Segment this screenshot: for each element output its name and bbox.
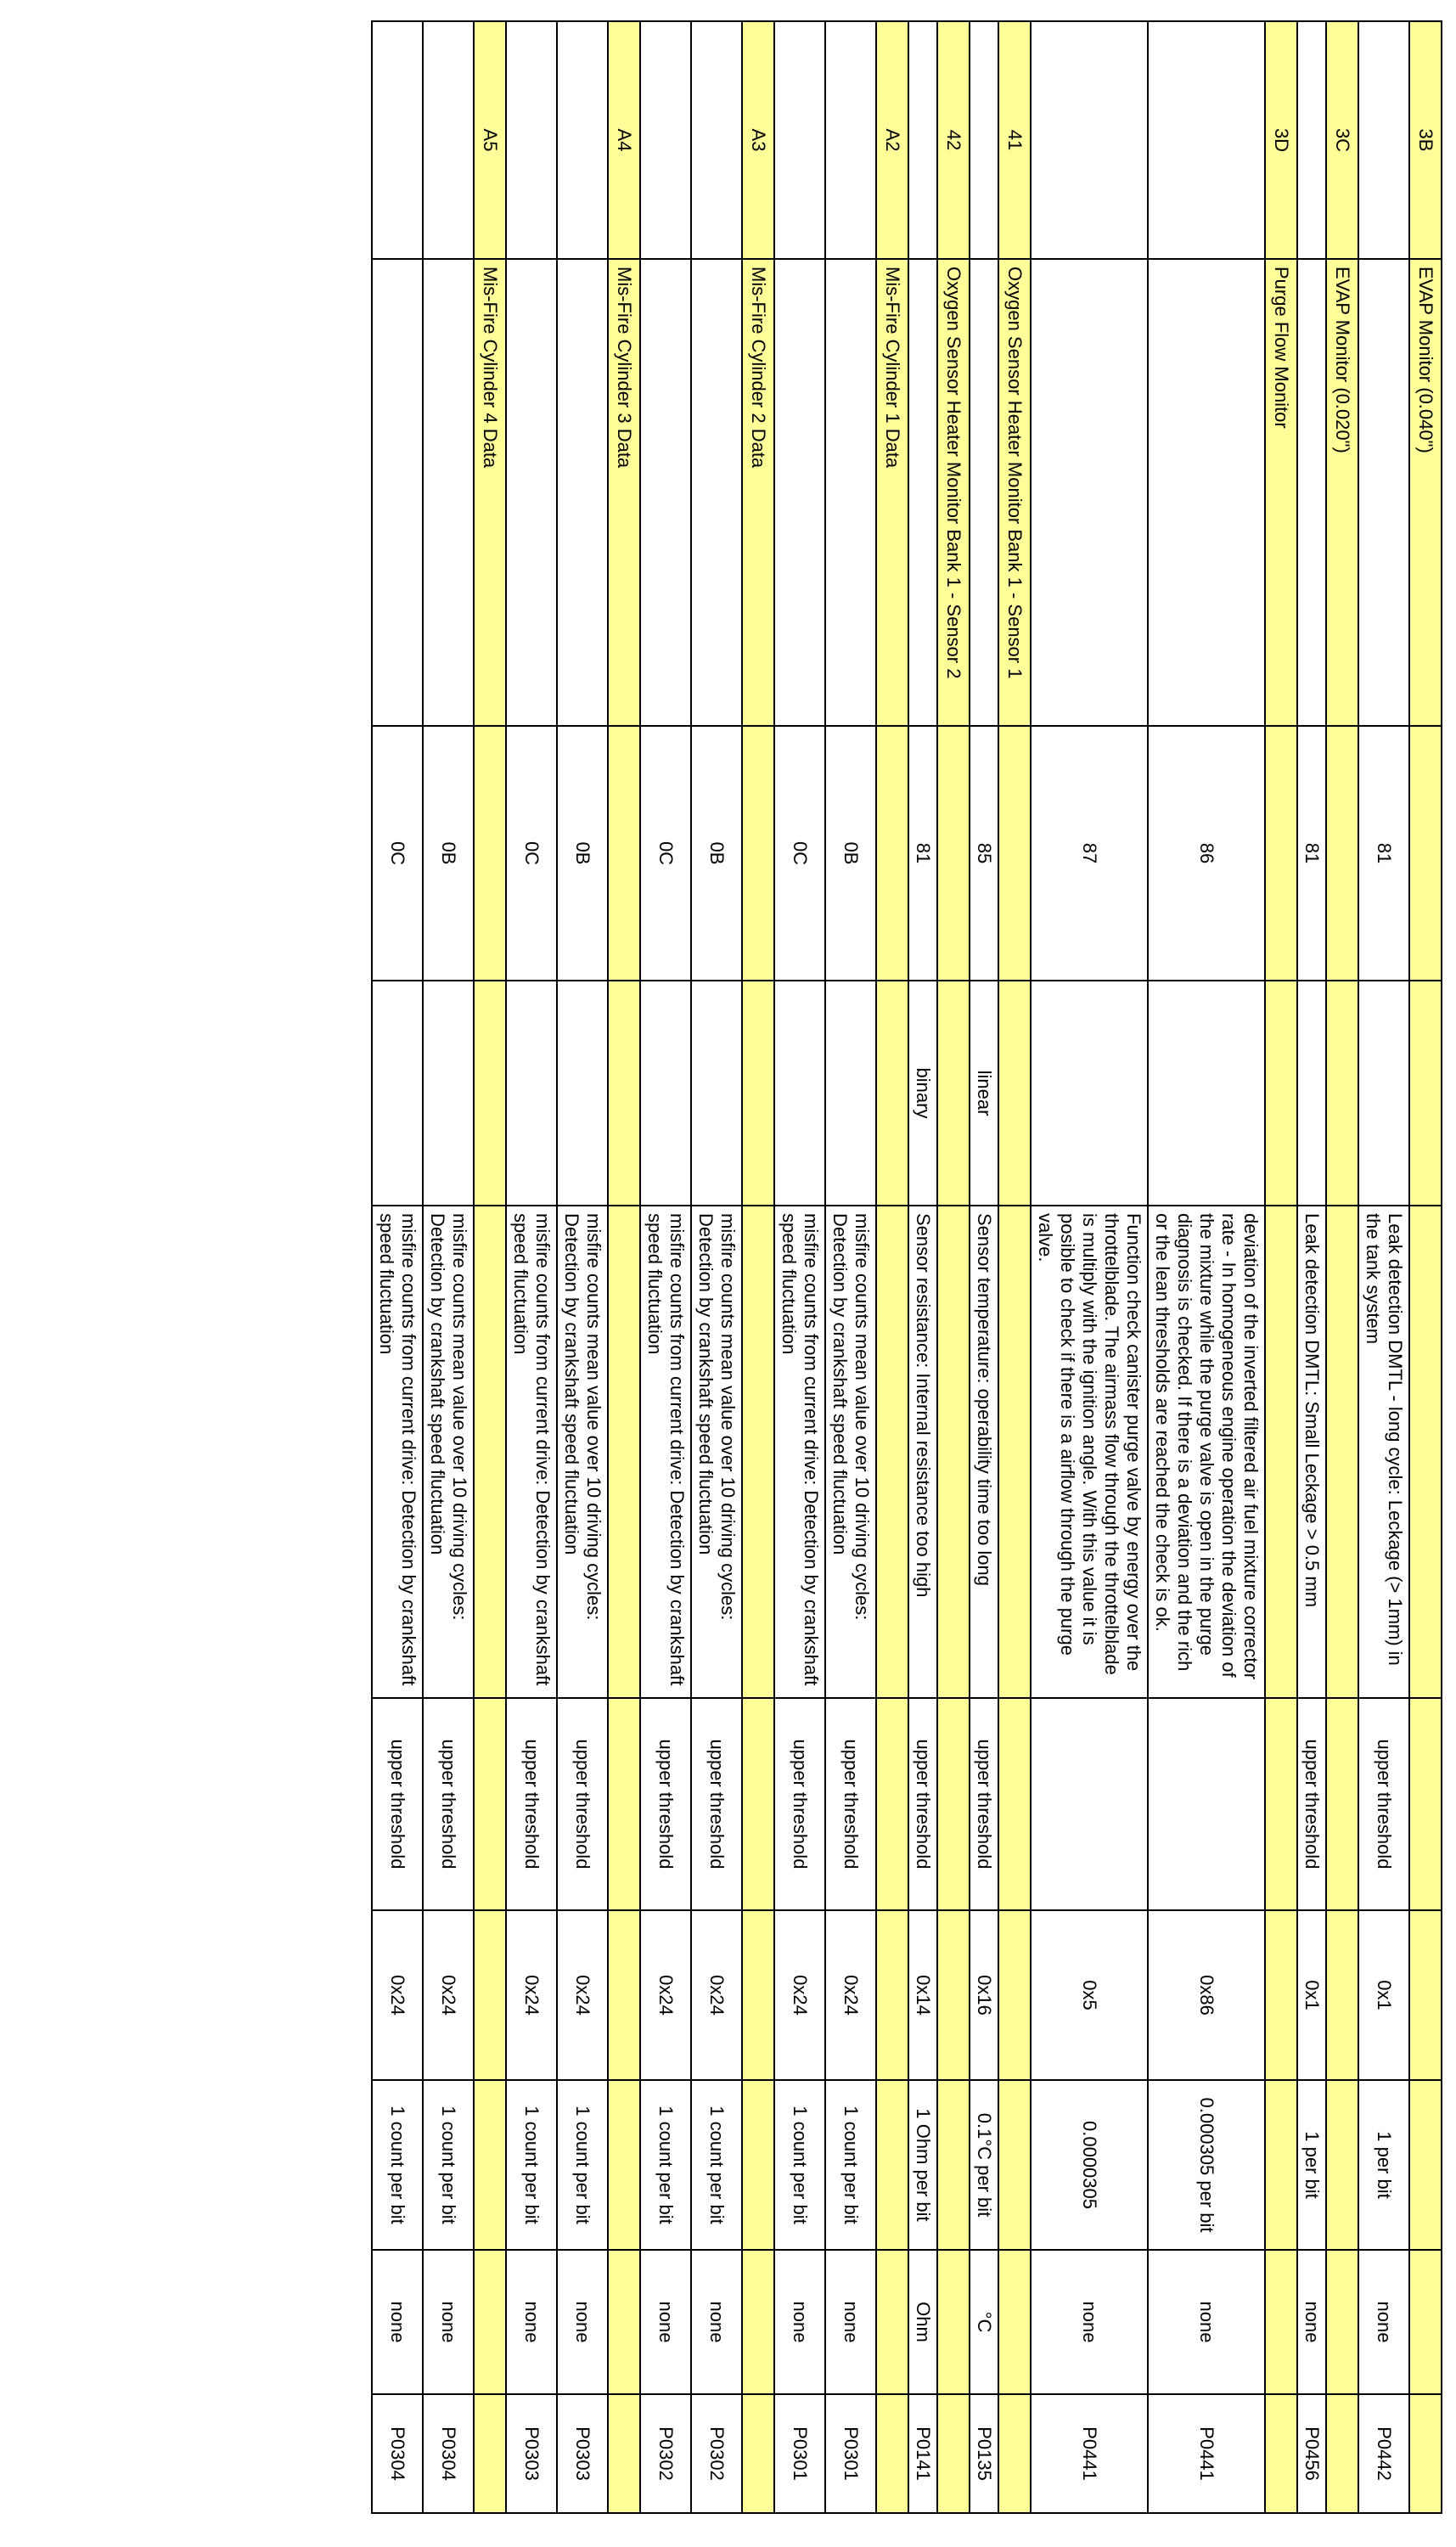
test-data-row [691,21,742,2513]
scaling-id-cell: 0x24 [423,1910,474,2080]
header-empty-cell [937,2394,970,2513]
test-data-row [640,21,691,2513]
dtc-code-cell: P0456 [1297,2394,1326,2513]
monitor-name-cell: Mis-Fire Cylinder 3 Data [608,259,640,726]
monitor-id-cell: A3 [742,21,774,259]
header-empty-cell [1265,2394,1297,2513]
header-empty-cell [608,1698,640,1910]
header-empty-cell [998,2250,1031,2394]
conversion-type-cell: binary [908,981,937,1206]
header-empty-cell [876,2250,908,2394]
header-empty-cell [474,1910,506,2080]
blank-cell [640,259,691,726]
test-data-row [372,21,423,2513]
description-cell: misfire counts from current drive: Detection by crankshaft speed fluctuation [774,1206,825,1698]
monitor-id-cell: 41 [998,21,1031,259]
header-empty-cell [998,726,1031,981]
scaling-id-cell: 0x24 [557,1910,608,2080]
scaling-id-cell: 0x16 [970,1910,998,2080]
blank-cell [1148,259,1265,726]
header-empty-cell [937,2250,970,2394]
limit-type-cell: upper threshold [908,1698,937,1910]
blank-cell [1358,259,1409,726]
description-cell: misfire counts mean value over 10 driving cycles: Detection by crankshaft speed fluctuation [423,1206,474,1698]
resolution-cell: 0.0000305 [1031,2080,1148,2250]
header-empty-cell [1409,1698,1442,1910]
monitor-name-cell: Oxygen Sensor Heater Monitor Bank 1 - Sensor 1 [998,259,1031,726]
description-cell: Function check canister purge valve by energy over the throttelblade. The airmass flow through the throttelblade is multiply with the ignition angle. With this value it is posible to check if there is a airflow through the purge valve. [1031,1206,1148,1698]
blank-cell [908,259,937,726]
test-id-cell: 0B [423,726,474,981]
monitor-header-row [1326,21,1358,2513]
description-cell: misfire counts from current drive: Detection by crankshaft speed fluctuation [506,1206,557,1698]
dtc-code-cell: P0135 [970,2394,998,2513]
conversion-type-cell [640,981,691,1206]
header-empty-cell [937,1698,970,1910]
header-empty-cell [998,1206,1031,1698]
conversion-type-cell [372,981,423,1206]
description-cell: misfire counts mean value over 10 driving cycles: Detection by crankshaft speed fluctuation [691,1206,742,1698]
blank-cell [1148,21,1265,259]
test-data-row [970,21,998,2513]
header-empty-cell [1326,1206,1358,1698]
monitor-name-cell: Oxygen Sensor Heater Monitor Bank 1 - Sensor 2 [937,259,970,726]
unit-cell: none [1297,2250,1326,2394]
header-empty-cell [1326,2080,1358,2250]
blank-cell [825,21,876,259]
header-empty-cell [608,1206,640,1698]
header-empty-cell [876,981,908,1206]
resolution-cell: 1 count per bit [372,2080,423,2250]
resolution-cell: 1 count per bit [774,2080,825,2250]
monitor-header-row [1409,21,1442,2513]
header-empty-cell [876,2394,908,2513]
header-empty-cell [474,981,506,1206]
header-empty-cell [1409,981,1442,1206]
conversion-type-cell [691,981,742,1206]
header-empty-cell [608,1910,640,2080]
header-empty-cell [474,1206,506,1698]
monitor-id-cell: A2 [876,21,908,259]
header-empty-cell [742,2250,774,2394]
blank-cell [970,259,998,726]
header-empty-cell [937,1206,970,1698]
blank-cell [1297,259,1326,726]
test-id-cell: 0C [506,726,557,981]
monitor-header-row [608,21,640,2513]
limit-type-cell: upper threshold [640,1698,691,1910]
description-cell: Leak detection DMTL - long cycle: Leckage (> 1mm) in the tank system [1358,1206,1409,1698]
description-cell: Leak detection DMTL: Small Leckage > 0.5 mm [1297,1206,1326,1698]
conversion-type-cell [1031,981,1148,1206]
header-empty-cell [742,1698,774,1910]
conversion-type-cell [1358,981,1409,1206]
header-empty-cell [1265,2080,1297,2250]
conversion-type-cell: linear [970,981,998,1206]
resolution-cell: 0.000305 per bit [1148,2080,1265,2250]
dtc-code-cell: P0141 [908,2394,937,2513]
header-empty-cell [608,2250,640,2394]
monitor-name-cell: Purge Flow Monitor [1265,259,1297,726]
header-empty-cell [876,726,908,981]
monitor-name-cell: Mis-Fire Cylinder 2 Data [742,259,774,726]
header-empty-cell [742,1910,774,2080]
header-empty-cell [1326,2250,1358,2394]
header-empty-cell [937,981,970,1206]
unit-cell: none [557,2250,608,2394]
test-id-cell: 85 [970,726,998,981]
monitor-name-cell: EVAP Monitor (0.040") [1409,259,1442,726]
header-empty-cell [608,981,640,1206]
resolution-cell: 1 per bit [1297,2080,1326,2250]
dtc-code-cell: P0442 [1358,2394,1409,2513]
monitor-header-row [474,21,506,2513]
header-empty-cell [742,1206,774,1698]
test-id-cell: 81 [1358,726,1409,981]
limit-type-cell: upper threshold [1358,1698,1409,1910]
resolution-cell: 1 Ohm per bit [908,2080,937,2250]
header-empty-cell [1326,726,1358,981]
dtc-code-cell: P0441 [1148,2394,1265,2513]
unit-cell: none [774,2250,825,2394]
scaling-id-cell: 0x24 [506,1910,557,2080]
resolution-cell: 1 count per bit [825,2080,876,2250]
test-data-row [557,21,608,2513]
dtc-code-cell: P0304 [372,2394,423,2513]
test-data-row [1031,21,1148,2513]
scaling-id-cell: 0x86 [1148,1910,1265,2080]
limit-type-cell: upper threshold [825,1698,876,1910]
blank-cell [423,21,474,259]
unit-cell: Ohm [908,2250,937,2394]
header-empty-cell [998,2394,1031,2513]
scaling-id-cell: 0x1 [1297,1910,1326,2080]
resolution-cell: 1 count per bit [557,2080,608,2250]
unit-cell: none [1031,2250,1148,2394]
monitor-name-cell: EVAP Monitor (0.020") [1326,259,1358,726]
conversion-type-cell [825,981,876,1206]
monitor-name-cell: Mis-Fire Cylinder 4 Data [474,259,506,726]
unit-cell: none [506,2250,557,2394]
unit-cell: none [640,2250,691,2394]
description-cell: misfire counts mean value over 10 driving cycles: Detection by crankshaft speed fluctuation [557,1206,608,1698]
header-empty-cell [1265,1698,1297,1910]
resolution-cell: 1 per bit [1358,2080,1409,2250]
test-id-cell: 81 [1297,726,1326,981]
resolution-cell: 1 count per bit [691,2080,742,2250]
unit-cell: none [691,2250,742,2394]
limit-type-cell [1148,1698,1265,1910]
test-id-cell: 81 [908,726,937,981]
conversion-type-cell [557,981,608,1206]
header-empty-cell [1326,981,1358,1206]
unit-cell: none [1358,2250,1409,2394]
scaling-id-cell: 0x24 [640,1910,691,2080]
header-empty-cell [1409,2394,1442,2513]
test-data-row [908,21,937,2513]
description-cell: Sensor temperature: operability time too long [970,1206,998,1698]
test-data-row [1148,21,1265,2513]
header-empty-cell [876,1206,908,1698]
header-empty-cell [937,726,970,981]
header-empty-cell [1326,1910,1358,2080]
resolution-cell: 1 count per bit [640,2080,691,2250]
description-cell: misfire counts mean value over 10 driving cycles: Detection by crankshaft speed fluctuation [825,1206,876,1698]
header-empty-cell [474,2250,506,2394]
scaling-id-cell: 0x24 [372,1910,423,2080]
dtc-code-cell: P0303 [506,2394,557,2513]
test-id-cell: 0B [691,726,742,981]
blank-cell [423,259,474,726]
monitor-header-row [937,21,970,2513]
monitor-id-cell: 3C [1326,21,1358,259]
description-cell: misfire counts from current drive: Detection by crankshaft speed fluctuation [372,1206,423,1698]
monitor-header-row [876,21,908,2513]
conversion-type-cell [423,981,474,1206]
monitor-header-row [1265,21,1297,2513]
limit-type-cell: upper threshold [372,1698,423,1910]
dtc-code-cell: P0441 [1031,2394,1148,2513]
conversion-type-cell [1148,981,1265,1206]
limit-type-cell: upper threshold [423,1698,474,1910]
conversion-type-cell [506,981,557,1206]
header-empty-cell [474,2394,506,2513]
header-empty-cell [1265,726,1297,981]
test-id-cell: 0C [640,726,691,981]
limit-type-cell [1031,1698,1148,1910]
test-id-cell: 0B [557,726,608,981]
dtc-code-cell: P0304 [423,2394,474,2513]
header-empty-cell [1409,726,1442,981]
description-cell: misfire counts from current drive: Detection by crankshaft speed fluctuation [640,1206,691,1698]
blank-cell [774,259,825,726]
resolution-cell: 1 count per bit [423,2080,474,2250]
blank-cell [557,259,608,726]
description-cell: Sensor resistance: Internal resistance too high [908,1206,937,1698]
unit-cell: °C [970,2250,998,2394]
description-cell: deviation of the inverted filtered air fuel mixture corrector rate - In homogeneous engine operation the deviation of the mixture while the purge valve is open in the purge diagnosis is checked. If there is a deviation and the rich or the lean thresholds are reached the check is ok. [1148,1206,1265,1698]
blank-cell [640,21,691,259]
test-data-row [506,21,557,2513]
test-id-cell: 87 [1031,726,1148,981]
limit-type-cell: upper threshold [774,1698,825,1910]
header-empty-cell [742,726,774,981]
test-id-cell: 0B [825,726,876,981]
test-id-cell: 0C [774,726,825,981]
limit-type-cell: upper threshold [1297,1698,1326,1910]
header-empty-cell [474,1698,506,1910]
test-id-cell: 86 [1148,726,1265,981]
header-empty-cell [742,2080,774,2250]
blank-cell [506,259,557,726]
test-data-row [1297,21,1326,2513]
scaling-id-cell: 0x5 [1031,1910,1148,2080]
blank-cell [1358,21,1409,259]
conversion-type-cell [1297,981,1326,1206]
unit-cell: none [423,2250,474,2394]
blank-cell [557,21,608,259]
blank-cell [506,21,557,259]
header-empty-cell [998,1698,1031,1910]
header-empty-cell [608,2080,640,2250]
header-empty-cell [1265,981,1297,1206]
dtc-code-cell: P0301 [825,2394,876,2513]
limit-type-cell: upper threshold [506,1698,557,1910]
header-empty-cell [1326,2394,1358,2513]
dtc-code-cell: P0302 [691,2394,742,2513]
header-empty-cell [876,1910,908,2080]
dtc-code-cell: P0302 [640,2394,691,2513]
blank-cell [691,21,742,259]
header-empty-cell [742,2394,774,2513]
header-empty-cell [608,726,640,981]
scaling-id-cell: 0x24 [825,1910,876,2080]
blank-cell [372,21,423,259]
obd-monitor-table [371,20,1442,2514]
unit-cell: none [372,2250,423,2394]
scaling-id-cell: 0x24 [774,1910,825,2080]
header-empty-cell [876,2080,908,2250]
unit-cell: none [825,2250,876,2394]
header-empty-cell [1326,1698,1358,1910]
monitor-id-cell: 3D [1265,21,1297,259]
header-empty-cell [1265,1206,1297,1698]
header-empty-cell [998,1910,1031,2080]
header-empty-cell [608,2394,640,2513]
test-data-row [825,21,876,2513]
blank-cell [372,259,423,726]
header-empty-cell [998,981,1031,1206]
blank-cell [1031,21,1148,259]
conversion-type-cell [774,981,825,1206]
monitor-id-cell: 42 [937,21,970,259]
test-data-row [423,21,474,2513]
header-empty-cell [474,2080,506,2250]
header-empty-cell [1409,1910,1442,2080]
header-empty-cell [1409,1206,1442,1698]
monitor-id-cell: A4 [608,21,640,259]
blank-cell [970,21,998,259]
header-empty-cell [742,981,774,1206]
limit-type-cell: upper threshold [970,1698,998,1910]
blank-cell [825,259,876,726]
header-empty-cell [1265,2250,1297,2394]
resolution-cell: 1 count per bit [506,2080,557,2250]
blank-cell [1297,21,1326,259]
header-empty-cell [1409,2080,1442,2250]
test-data-row [774,21,825,2513]
test-data-row [1358,21,1409,2513]
blank-cell [1031,259,1148,726]
blank-cell [691,259,742,726]
header-empty-cell [876,1698,908,1910]
scaling-id-cell: 0x24 [691,1910,742,2080]
monitor-header-row [998,21,1031,2513]
header-empty-cell [937,1910,970,2080]
unit-cell: none [1148,2250,1265,2394]
scaling-id-cell: 0x14 [908,1910,937,2080]
limit-type-cell: upper threshold [557,1698,608,1910]
test-id-cell: 0C [372,726,423,981]
blank-cell [774,21,825,259]
dtc-code-cell: P0301 [774,2394,825,2513]
monitor-name-cell: Mis-Fire Cylinder 1 Data [876,259,908,726]
limit-type-cell: upper threshold [691,1698,742,1910]
header-empty-cell [474,726,506,981]
blank-cell [908,21,937,259]
dtc-code-cell: P0303 [557,2394,608,2513]
header-empty-cell [1265,1910,1297,2080]
header-empty-cell [998,2080,1031,2250]
header-empty-cell [1409,2250,1442,2394]
monitor-header-row [742,21,774,2513]
scaling-id-cell: 0x1 [1358,1910,1409,2080]
resolution-cell: 0.1°C per bit [970,2080,998,2250]
header-empty-cell [937,2080,970,2250]
monitor-id-cell: A5 [474,21,506,259]
monitor-id-cell: 3B [1409,21,1442,259]
